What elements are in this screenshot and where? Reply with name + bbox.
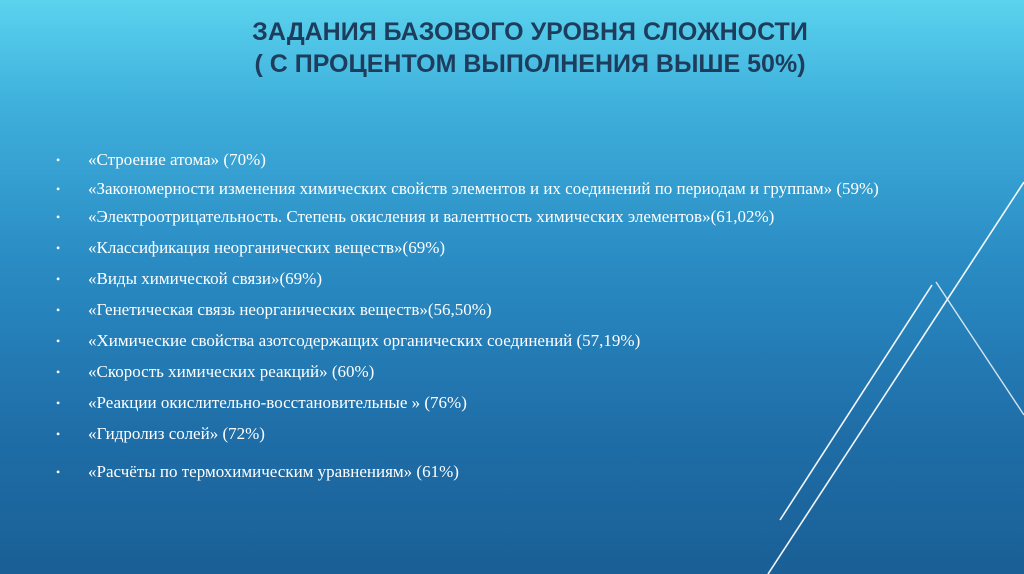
- bullet-icon: •: [56, 465, 61, 479]
- list-item: [56, 205, 1006, 229]
- list-item: [56, 267, 1006, 291]
- bullet-icon: •: [56, 303, 61, 317]
- list-item: [56, 422, 1006, 446]
- list-item: [56, 148, 1006, 172]
- list-item-text: «Реакции окислительно-восстановительные » (76%): [88, 393, 467, 412]
- list-item-text: «Генетическая связь неорганических веществ»(56,50%): [88, 300, 492, 319]
- list-item: [56, 177, 1006, 201]
- list-item: [56, 460, 1006, 484]
- title-line-2: ( С ПРОЦЕНТОМ ВЫПОЛНЕНИЯ ВЫШЕ 50%): [254, 50, 806, 78]
- list-item: [56, 391, 1006, 415]
- list-item-text: «Классификация неорганических веществ»(69%): [88, 238, 446, 257]
- list-item-text: «Химические свойства азотсодержащих органических соединений (57,19%): [88, 331, 641, 350]
- list-item-text: «Электроотрицательность. Степень окисления и валентность химических элементов»(61,02%): [88, 207, 775, 226]
- bullet-icon: •: [56, 153, 61, 167]
- list-item: [56, 236, 1006, 260]
- list-item-text: «Строение атома» (70%): [88, 150, 266, 169]
- list-item-text: «Виды химической связи»(69%): [88, 269, 322, 288]
- list-item-text: «Расчёты по термохимическим уравнениям» (61%): [88, 462, 459, 481]
- title-line-1: ЗАДАНИЯ БАЗОВОГО УРОВНЯ СЛОЖНОСТИ: [252, 18, 808, 46]
- bullet-icon: •: [56, 427, 61, 441]
- bullet-icon: •: [56, 272, 61, 286]
- bullet-icon: •: [56, 396, 61, 410]
- bullet-icon: •: [56, 241, 61, 255]
- list-item: [56, 298, 1006, 322]
- list-item: [56, 360, 1006, 384]
- list-item: [56, 329, 1006, 353]
- bullet-icon: •: [56, 365, 61, 379]
- bullet-icon: •: [56, 182, 61, 196]
- topic-list: [56, 148, 1006, 484]
- slide-title: [150, 16, 910, 80]
- list-item-text: «Скорость химических реакций» (60%): [88, 362, 375, 381]
- list-item-text: «Гидролиз солей» (72%): [88, 424, 265, 443]
- list-item-text: «Закономерности изменения химических свойств элементов и их соединений по периодам и группам» (59%): [88, 179, 879, 198]
- bullet-icon: •: [56, 334, 61, 348]
- bullet-icon: •: [56, 210, 61, 224]
